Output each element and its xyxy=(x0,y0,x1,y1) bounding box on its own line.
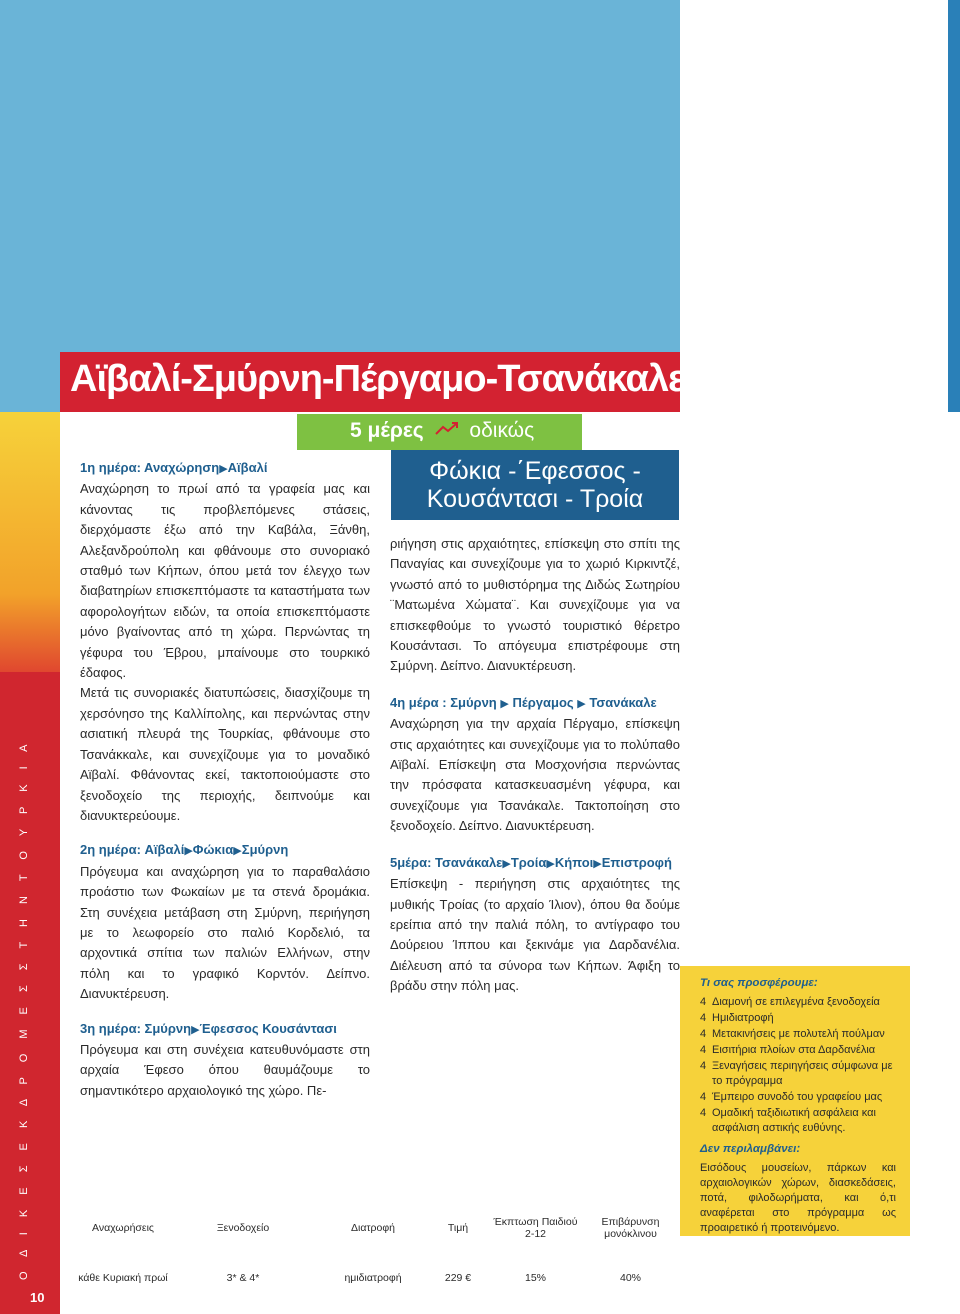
offer-bullet: 4 xyxy=(700,1012,707,1024)
offer-bullet: 4 xyxy=(700,1028,707,1040)
day5-place-4: Επιστροφή xyxy=(601,854,672,870)
day5-place-3: Κήποι xyxy=(554,854,594,870)
subtitle-line-1: Φώκια -΄Εφεσσος - xyxy=(429,457,641,485)
day3-place-1: Σμύρνη xyxy=(144,1020,192,1036)
rates-header: Αναχωρήσεις xyxy=(92,1222,154,1234)
arrow-icon: ▶ xyxy=(233,845,242,858)
rates-header: Ξενοδοχείο xyxy=(216,1222,270,1234)
arrow-icon: ▶ xyxy=(546,857,555,870)
page-title: Αϊβαλί-Σμύρνη-Πέργαμο-Τσανάκαλε xyxy=(70,358,685,400)
offer-item xyxy=(700,1059,896,1089)
day5-heading-prefix: 5μέρα: xyxy=(390,854,432,870)
road-icon xyxy=(434,419,460,443)
offer-bullet: 4 xyxy=(700,1107,707,1119)
day4-place-3: Τσανάκαλε xyxy=(589,694,657,710)
side-section-label: Ο Δ Ι Κ Ε Σ Ε Κ Δ Ρ Ο Μ Ε Σ Σ Τ Η Ν Τ Ο Υ Ρ Κ Ι Α xyxy=(18,738,30,1280)
offer-item-text: Διαμονή σε επιλεγμένα ξενοδοχεία xyxy=(712,996,880,1008)
excluded-text: Εισόδους μουσείων, πάρκων και αρχαιολογικών χώρων, διασκεδάσεις, ποτά, φιλοδωρήματα, και ό,τι αναφέρεται στο πρόγραμμα ως προαιρετικό ή προτεινόμενο. xyxy=(700,1162,896,1234)
day1-heading-place: Αϊβαλί xyxy=(227,460,268,475)
day2-place-1: Αϊβαλί xyxy=(144,842,185,858)
offer-title: Τι σας προσφέρουμε: xyxy=(700,977,818,989)
day2-place-3: Σμύρνη xyxy=(241,842,289,858)
offer-item xyxy=(700,1090,896,1105)
day1-heading-prefix: 1η ημέρα: Αναχώρηση xyxy=(80,460,220,475)
offer-item-text: Μετακινήσεις με πολυτελή πούλμαν xyxy=(712,1028,885,1040)
day1-text-1: Αναχώρηση το πρωί από τα γραφεία μας και κάνοντας τις προβλεπόμενες στάσεις, διερχόμαστε έξω από την Καβάλα, Ξάνθη, Αλεξανδρούπολη και φθάνουμε στο συνοριακό σταθμό των Κήπων, όπου μετά τον έλεγχο των διαβατηρίων επισκεπτόμαστε τα καταστήματα των αφορολογήτων ειδών, τα οποία επισκεπτόμαστε μόνο βγαίνοντας από τη χώρα. Περνώντας τη γέφυρα του Έβρου, μπαίνουμε στο τουρκικό έδαφος. xyxy=(80,481,370,681)
offer-item xyxy=(700,1011,896,1026)
rates-table xyxy=(78,1212,678,1296)
offer-bullet: 4 xyxy=(700,996,707,1008)
offer-content xyxy=(700,976,896,1236)
edge-strip xyxy=(948,0,960,412)
offer-item xyxy=(700,1027,896,1042)
offer-item xyxy=(700,995,896,1010)
day3-text-part2: ριήγηση στις αρχαιότητες, επίσκεψη στο σπίτι της Παναγίας και συνεχίζουμε για το χωριό Κιρκιντζέ, γνωστό από το μυθιστόρημα της Διδώς Σωτηρίου ¨Ματωμένα Χώματα¨. Και συνεχίζουμε για να επισκεφθούμε το γνωστό τουριστικό θέρετρο Κουσάντασι. Το απόγευμα επιστρέφουμε στη Σμύρνη. Δείπνο. Διανυκτέρευση. xyxy=(390,536,680,674)
offer-item-text: Έμπειρο συνοδό του γραφείου μας xyxy=(712,1091,883,1103)
subtitle-line-2: Κουσάντασι - Τροία xyxy=(426,485,644,513)
excluded-section xyxy=(700,1142,896,1236)
arrow-icon: ▶ xyxy=(500,697,509,710)
day4-place-2: Πέργαμος xyxy=(512,694,574,710)
day1-text-2: Μετά τις συνοριακές διατυπώσεις, διασχίζουμε τη χερσόνησο της Καλλίπολης, και περνώντας στην ασιατική πλευρά της Τουρκίας, φθάνουμε στο Τσανάκκαλε, και συνεχίζουμε για το μοναδικό Αϊβαλί. Φθάνοντας εκεί, τακτοποιούμαστε στο ξενοδοχείο της περιοχής, δειπνούμε και διανυκτερεύουμε. xyxy=(80,685,370,823)
day5-heading xyxy=(390,853,680,874)
arrow-icon: ▶ xyxy=(593,857,602,870)
left-column xyxy=(80,458,370,1101)
offer-item-text: Ομαδική ταξιδιωτική ασφάλεια και ασφάλιση αστικής ευθύνης. xyxy=(712,1107,876,1134)
offer-item xyxy=(700,1043,896,1058)
arrow-icon: ▶ xyxy=(577,697,586,710)
day1-heading xyxy=(80,458,370,479)
excluded-title: Δεν περιλαμβάνει: xyxy=(700,1143,801,1155)
day4-heading xyxy=(390,693,680,714)
arrow-icon: ▶ xyxy=(184,845,193,858)
offer-item-text: Εισιτήρια πλοίων στα Δαρδανέλια xyxy=(712,1044,876,1056)
left-band-gradient xyxy=(0,412,60,672)
offer-bullet: 4 xyxy=(700,1091,707,1103)
page-number: 10 xyxy=(30,1290,45,1305)
day3-heading-prefix: 3η ημέρα: xyxy=(80,1020,141,1036)
day3-heading xyxy=(80,1019,370,1040)
day4-heading-prefix: 4η μέρα : xyxy=(390,694,447,710)
rates-header: Διατροφή xyxy=(350,1222,396,1234)
day2-heading-prefix: 2η ημέρα: xyxy=(80,842,141,858)
day4-place-1: Σμύρνη xyxy=(450,694,497,710)
rates-header: Επιβάρυνση μονόκλινου xyxy=(601,1216,660,1240)
rates-spacer xyxy=(78,1244,678,1260)
day2-text: Πρόγευμα και αναχώρηση για το παραθαλάσιο προάστιο των Φωκαίων με τα στενά δρομάκια. Στη συνέχεια μετάβαση στη Σμύρνη, περιήγηση με το λεωφορείο στο παλιό Κορδελιό, τα αρχοντικά σπίτια των παλιών Ελλήνων, στην πόλη και το γραφικό Κορντόν. Δείπνο. Διανυκτέρευση. xyxy=(80,863,370,1002)
rates-cell: 40% xyxy=(619,1272,641,1284)
right-column xyxy=(390,534,680,997)
day4-text: Αναχώρηση για την αρχαία Πέργαμο, επίσκεψη στις αρχαιότητες και συνεχίζουμε για το πολύπαθο Αϊβαλί. Επίσκεψη στα Μοσχονήσια περνώντας την πρόσφατα κατασκευασμένη γέφυρα, και συνεχίζουμε για Τσανάκαλε. Τακτοποίηση στο ξενοδοχείο. Δείπνο. Διανυκτέρευση. xyxy=(390,716,680,834)
rates-cell: ημιδιατροφή xyxy=(344,1272,402,1284)
day3-place-2: Έφεσσος Κουσάντασι xyxy=(199,1020,337,1036)
days-badge-suffix: οδικώς xyxy=(469,419,535,442)
rates-cell: 3* & 4* xyxy=(226,1272,260,1284)
left-band-sky xyxy=(0,0,60,412)
arrow-icon: ▶ xyxy=(502,857,511,870)
rates-header: Έκπτωση Παιδιού 2-12 xyxy=(493,1216,578,1240)
day5-text: Επίσκεψη - περιήγηση στις αρχαιότητες της μυθικής Τροίας (το αρχαίο Ίλιον), όπου θα δούμε ερείπια από την παλιά πόλη, το αντίγραφο του Δούρειου Ίππου και ξεκινάμε για Δαρδανέλια. Διέλευση από τα σύνορα των Κήπων. Άφιξη το βράδυ στην πόλη μας. xyxy=(390,876,680,994)
day2-heading xyxy=(80,840,370,861)
rates-cell: κάθε Κυριακή πρωί xyxy=(78,1272,168,1284)
arrow-icon: ▶ xyxy=(191,1023,200,1036)
rates-cell: 229 € xyxy=(444,1272,472,1284)
offer-item-text: Ημιδιατροφή xyxy=(712,1012,774,1024)
days-badge-text xyxy=(350,419,534,443)
day5-place-2: Τροία xyxy=(510,854,547,870)
days-count: 5 μέρες xyxy=(350,419,424,442)
day5-place-1: Τσανάκαλε xyxy=(435,854,503,870)
arrow-icon: ▶ xyxy=(219,463,228,475)
offer-item-text: Ξεναγήσεις περιηγήσεις σύμφωνα με το πρόγραμμα xyxy=(712,1060,893,1087)
rates-row xyxy=(78,1260,678,1296)
rates-header-row xyxy=(78,1212,678,1244)
offer-bullet: 4 xyxy=(700,1060,707,1072)
hero-image xyxy=(60,0,680,352)
rates-cell: 15% xyxy=(524,1272,546,1284)
rates-header: Τιμή xyxy=(447,1222,469,1234)
offer-list xyxy=(700,995,896,1136)
offer-item xyxy=(700,1106,896,1136)
offer-bullet: 4 xyxy=(700,1044,707,1056)
day3-text-part1: Πρόγευμα και στη συνέχεια κατευθυνόμαστε στη αρχαία Έφεσο όπου θαυμάζουμε το σημαντικότερο αρχαιολογικό της χώρο. Πε- xyxy=(80,1041,370,1098)
day2-place-2: Φώκια xyxy=(192,842,234,858)
